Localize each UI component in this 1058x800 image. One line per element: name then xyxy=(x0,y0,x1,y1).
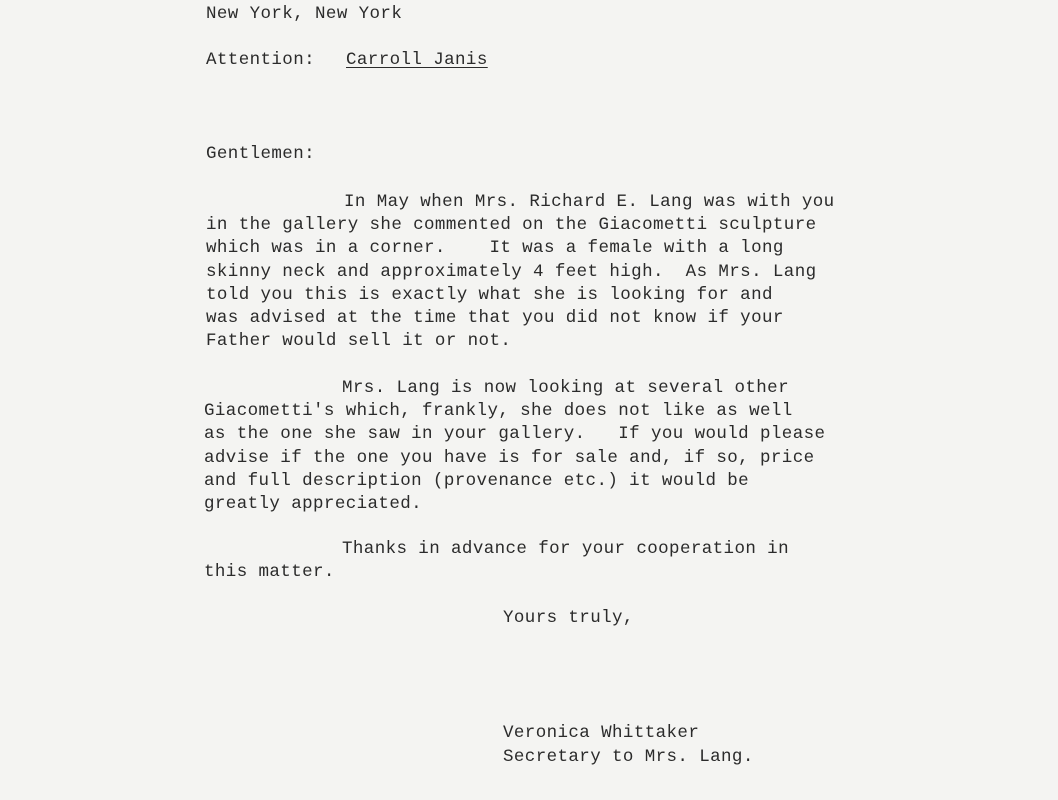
paragraph-line: was advised at the time that you did not know if your xyxy=(206,308,784,329)
attention-name: Carroll Janis xyxy=(346,50,488,70)
paragraph-line: In May when Mrs. Richard E. Lang was with you xyxy=(344,192,835,212)
paragraph-line: in the gallery she commented on the Giacometti sculpture xyxy=(206,215,817,236)
body-paragraph-1 xyxy=(206,191,835,353)
closing: Yours truly, xyxy=(503,608,634,628)
paragraph-line: told you this is exactly what she is looking for and xyxy=(206,284,773,305)
paragraph-line: which was in a corner. It was a female with a long xyxy=(206,238,784,259)
signature-title: Secretary to Mrs. Lang. xyxy=(503,747,754,767)
signature-name: Veronica Whittaker xyxy=(503,723,700,743)
paragraph-line: skinny neck and approximately 4 feet high. As Mrs. Lang xyxy=(206,261,817,282)
paragraph-line: advise if the one you have is for sale and, if so, price xyxy=(204,447,815,468)
paragraph-line: Father would sell it or not. xyxy=(206,331,512,352)
attention-label: Attention: xyxy=(206,50,316,70)
paragraph-line: this matter. xyxy=(204,562,335,583)
salutation: Gentlemen: xyxy=(206,144,316,164)
paragraph-line: Giacometti's which, frankly, she does not like as well xyxy=(204,401,793,422)
body-paragraph-2 xyxy=(204,377,825,516)
paragraph-line: greatly appreciated. xyxy=(204,494,423,515)
paragraph-line: Thanks in advance for your cooperation in xyxy=(342,539,789,559)
paragraph-line: Mrs. Lang is now looking at several other xyxy=(342,378,789,398)
body-paragraph-3 xyxy=(204,538,789,584)
paragraph-line: as the one she saw in your gallery. If you would please xyxy=(204,424,826,445)
paragraph-line: and full description (provenance etc.) it would be xyxy=(204,470,750,491)
address-city-line: New York, New York xyxy=(206,4,403,24)
